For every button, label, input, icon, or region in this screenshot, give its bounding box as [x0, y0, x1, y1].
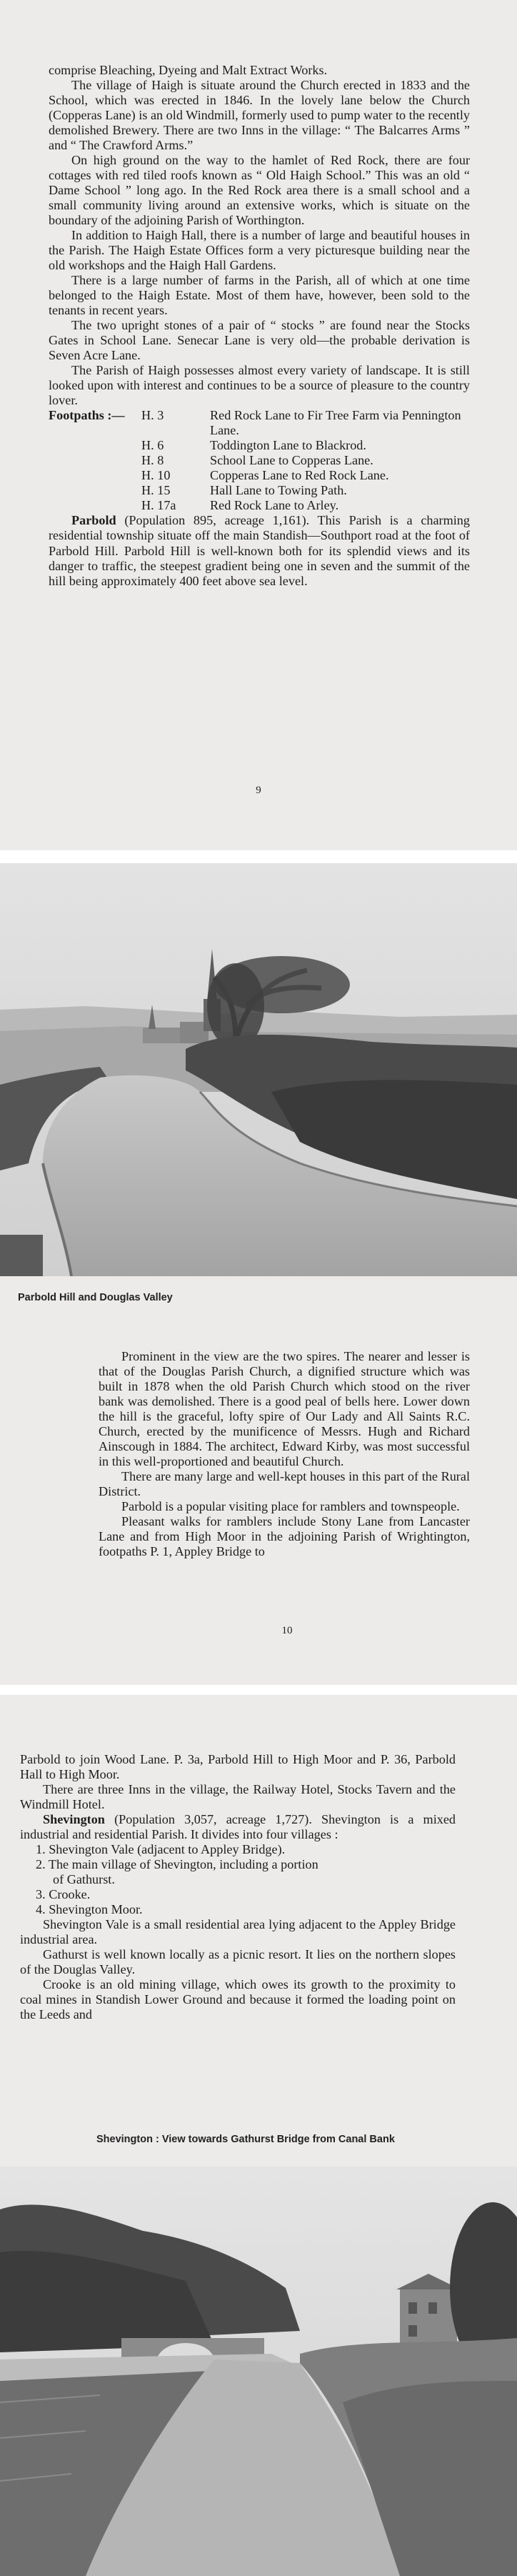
- footpath-code: H. 3: [141, 408, 164, 423]
- paragraph: Pleasant walks for ramblers include Stony Lane from Lancaster Lane and from High Moor in the adjoining Parish of Wrightington, footpaths P. 1, Appley Bridge to: [99, 1514, 470, 1559]
- footpath-code: H. 10: [141, 468, 171, 483]
- footpath-code: H. 17a: [141, 498, 176, 513]
- paragraph: There are many large and well-kept houses in this part of the Rural District.: [99, 1469, 470, 1499]
- page-11-text: [20, 1752, 456, 2022]
- footpath-destination: Hall Lane to Towing Path.: [210, 483, 347, 498]
- paragraph: [20, 1812, 456, 1842]
- footpath-row: [49, 408, 470, 438]
- footpath-destination: Red Rock Lane to Arley.: [210, 498, 339, 513]
- footpaths-list: [49, 408, 470, 513]
- gathurst-bridge-illustration: [0, 2167, 517, 2576]
- page-10: [0, 863, 517, 1685]
- paragraph: Parbold to join Wood Lane. P. 3a, Parbold Hill to High Moor and P. 36, Parbold Hall to High Moor.: [20, 1752, 456, 1782]
- paragraph: Gathurst is well known locally as a picnic resort. It lies on the northern slopes of the Douglas Valley.: [20, 1947, 456, 1977]
- photo-caption: Shevington : View towards Gathurst Bridge from Canal Bank: [96, 2134, 395, 2145]
- page-number: 9: [256, 785, 261, 796]
- footpath-row: [49, 483, 470, 498]
- village-item: 4. Shevington Moor.: [36, 1902, 143, 1917]
- paragraph: Shevington Vale is a small residential area lying adjacent to the Appley Bridge industrial area.: [20, 1917, 456, 1947]
- footpath-code: H. 8: [141, 453, 164, 468]
- paragraph: Parbold is a popular visiting place for ramblers and townspeople.: [121, 1499, 460, 1514]
- footpath-code: H. 6: [141, 438, 164, 453]
- paragraph: There are three Inns in the village, the Railway Hotel, Stocks Tavern and the Windmill Hotel.: [20, 1782, 456, 1812]
- paragraph: The Parish of Haigh possesses almost every variety of landscape. It is still looked upon with interest and continues to be a source of pleasure to the country lover.: [49, 363, 470, 408]
- paragraph: Crooke is an old mining village, which owes its growth to the proximity to coal mines in Standish Lower Ground and because it formed the loading point on the Leeds and: [20, 1977, 456, 2022]
- page-10-text: [99, 1349, 470, 1559]
- page-number: 10: [281, 1625, 293, 1636]
- parbold-hill-photo: [0, 863, 517, 1276]
- parbold-heading: Parbold: [71, 513, 116, 528]
- paragraph: There is a large number of farms in the Parish, all of which at one time belonged to the Haigh Estate. Most of them have, however, been sold to the tenants in recent years.: [49, 273, 470, 318]
- footpath-destination: Toddington Lane to Blackrod.: [210, 438, 366, 453]
- village-item: of Gathurst.: [53, 1872, 115, 1887]
- parbold-hill-illustration: [0, 863, 517, 1276]
- footpath-row: [49, 498, 470, 513]
- paragraph: In addition to Haigh Hall, there is a number of large and beautiful houses in the Parish. The Haigh Estate Offices form a very picturesque building near the old workshops and the Haigh Hall Gardens.: [49, 228, 470, 273]
- footpath-destination: Red Rock Lane to Fir Tree Farm via Pennington Lane.: [210, 408, 461, 438]
- page-9: [0, 0, 517, 850]
- footpath-code: H. 15: [141, 483, 171, 498]
- paragraph: [49, 513, 470, 588]
- footpath-row: [49, 453, 470, 468]
- page-11: [0, 1695, 517, 2576]
- page-9-text: [49, 63, 470, 589]
- village-item: 2. The main village of Shevington, including a portion: [36, 1857, 318, 1872]
- paragraph: The two upright stones of a pair of “ stocks ” are found near the Stocks Gates in School Lane. Senecar Lane is very old—the probable derivation is Seven Acre Lane.: [49, 318, 470, 363]
- paragraph: On high ground on the way to the hamlet of Red Rock, there are four cottages with red tiled roofs known as “ Old Haigh School.” This was an old “ Dame School ” long ago. In the Red Rock area there is a small school and a small community living around an extensive works, which is situate on the boundary of the adjoining Parish of Worthington.: [49, 153, 470, 228]
- footpath-destination: School Lane to Copperas Lane.: [210, 453, 373, 468]
- shevington-heading: Shevington: [43, 1812, 105, 1827]
- footpath-row: [49, 468, 470, 483]
- parbold-text: (Population 895, acreage 1,161). This Parish is a charming residential township situate off the main Standish—Southport road at the foot of Parbold Hill. Parbold Hill is well-known both for its splendid views and its danger to traffic, the steepest gradient being one in seven and the summit of the hill being approximately 400 feet above sea level.: [49, 513, 470, 588]
- paragraph: comprise Bleaching, Dyeing and Malt Extract Works.: [49, 63, 328, 77]
- shevington-text: (Population 3,057, acreage 1,727). Shevington is a mixed industrial and residential Parish. It divides into four villages :: [20, 1812, 456, 1842]
- paragraph: The village of Haigh is situate around the Church erected in 1833 and the School, which was erected in 1846. In the lovely lane below the Church (Copperas Lane) is an old Windmill, formerly used to pump water to the recently demolished Brewery. There are two Inns in the village: “ The Balcarres Arms ” and “ The Crawford Arms.”: [49, 78, 470, 153]
- shevington-photo: [0, 2167, 517, 2576]
- footpaths-label: Footpaths :—: [49, 408, 125, 423]
- footpath-destination: Copperas Lane to Red Rock Lane.: [210, 468, 389, 483]
- village-item: 3. Crooke.: [36, 1887, 91, 1902]
- village-item: 1. Shevington Vale (adjacent to Appley Bridge).: [36, 1842, 286, 1857]
- paragraph: Prominent in the view are the two spires. The nearer and lesser is that of the Douglas Parish Church, a dignified structure which was built in 1878 when the old Parish Church which stood on the river bank was demolished. There is a good peal of bells here. Lower down the hill is the graceful, lofty spire of Our Lady and All Saints R.C. Church, erected by the munificence of Messrs. Hugh and Richard Ainscough in 1884. The architect, Edward Kirby, was most successful in this well-proportioned and beautiful Church.: [99, 1349, 470, 1469]
- photo-caption: Parbold Hill and Douglas Valley: [18, 1292, 173, 1303]
- footpath-row: [49, 438, 470, 453]
